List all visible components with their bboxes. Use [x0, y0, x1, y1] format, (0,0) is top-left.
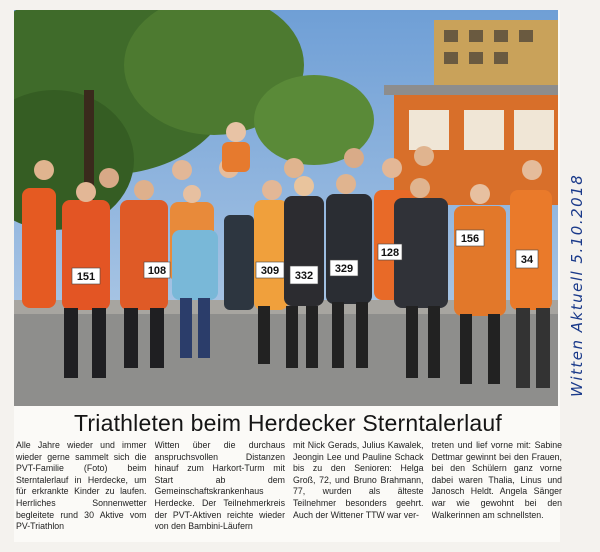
article-headline: Triathleten beim Herdecker Sterntalerlauf — [74, 409, 502, 436]
bib-number: 156 — [460, 233, 480, 245]
article-column-2: Witten über die durchaus anspruchsvollen Distanzen hinauf zum Harkort-Turm mit Start ab dem Gemeinschaftskrankenhaus Herdecke. Der Teilnehmerkreis der PVT-Aktiven reichte wieder von den Bambini-Läufern — [154, 440, 285, 532]
article-column-1: Alle Jahre wieder und immer wieder gerne sammelt sich die PVT-Familie (Foto) beim Sterntalerlauf in Herdecke, um für erkrankte Kinder zu laufen. Herrliches Sonnenwetter begleitete rund 30 Aktive vom PV-Triathlon — [16, 440, 147, 532]
group-photo-graphic — [14, 10, 558, 406]
bib-number: 329 — [334, 263, 354, 275]
bib-number: 108 — [147, 265, 167, 277]
bib-number: 128 — [380, 247, 400, 259]
bib-number: 34 — [520, 254, 534, 266]
bib-number: 332 — [294, 270, 314, 282]
handwritten-source-note: Witten Aktuell 5.10.2018 — [568, 173, 586, 397]
bib-number: 151 — [76, 271, 96, 283]
group-photo — [14, 10, 558, 406]
bib-number: 309 — [260, 265, 280, 277]
article-body — [16, 440, 562, 544]
article-column-3: mit Nick Gerads, Julius Kawalek, Jeongin Lee und Pauline Schack bis zu den Senioren: Helga Groß, 72, und Bruno Brahmann, 77, wurden als älteste Teilnehmer besonders geehrt. Auch der Wittener TTW war ver- — [293, 440, 424, 520]
article-column-4: treten und lief vorne mit: Sabine Dettmar gewinnt bei den Frauen, bei den Schülern ganz vorne dabei waren Thalia, Linus und Janosch Heldt. Angela Sänger war wie gewohnt bei den Walkerinnen am schnellsten. — [431, 440, 562, 520]
